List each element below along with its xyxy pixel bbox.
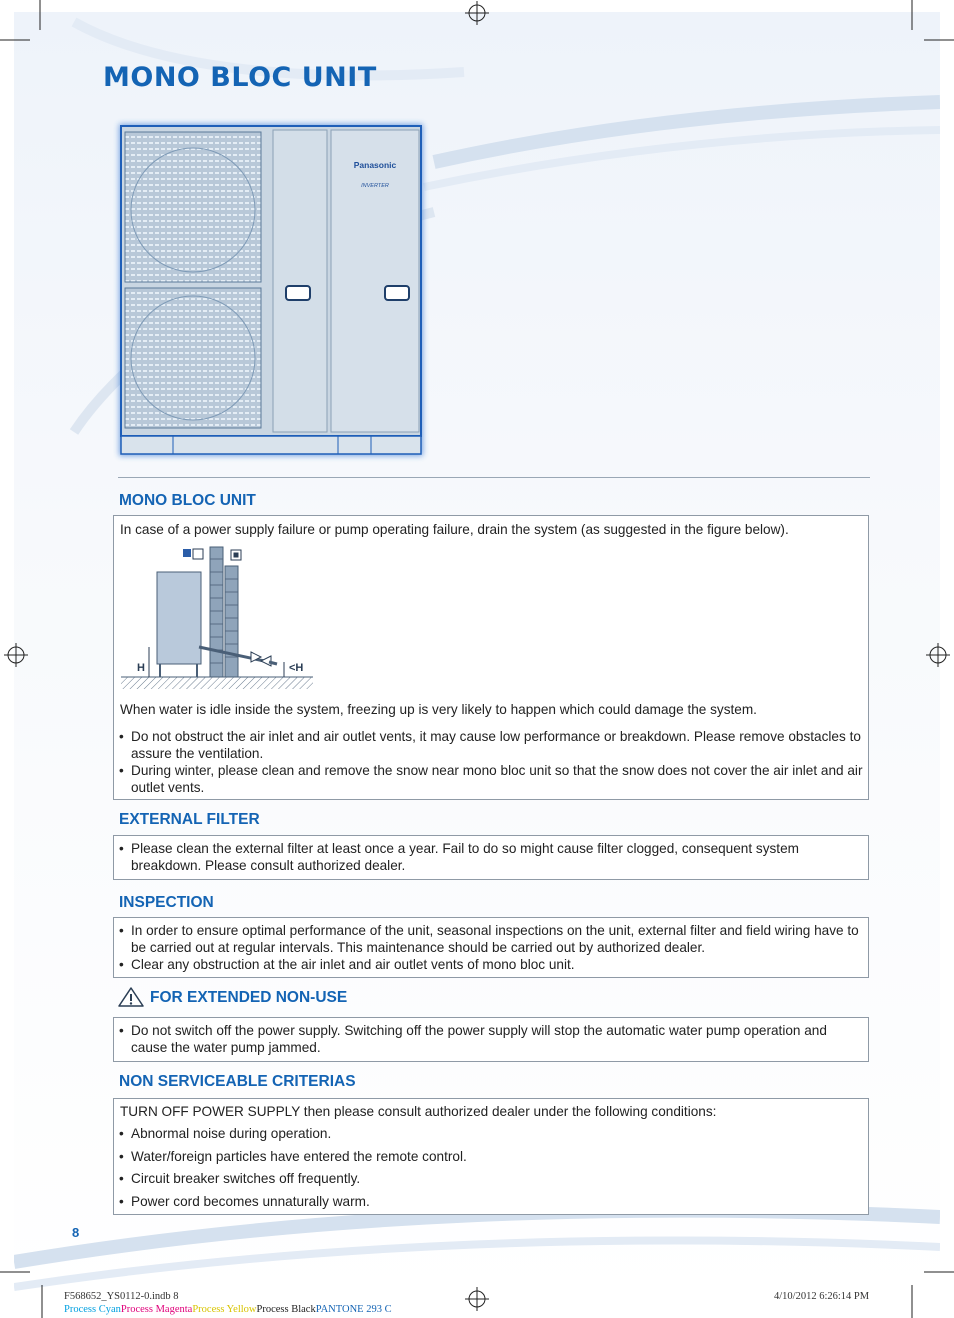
plate-yellow: Process Yellow — [192, 1304, 257, 1315]
footer-datetime: 4/10/2012 6:26:14 PM — [774, 1291, 870, 1302]
warning-icon — [117, 986, 145, 1008]
inspection-box — [113, 917, 869, 978]
list-item: • Please clean the external filter at least once a year. Fail to do so might cause filter clogged, consequent system breakdown. Please consult authorized dealer. — [114, 840, 834, 874]
mono-bloc-idle-note: When water is idle inside the system, freezing up is very likely to happen which could damage the system. — [120, 702, 757, 717]
page-title: MONO BLOC UNIT — [103, 62, 377, 93]
divider-line — [118, 477, 870, 478]
plate-black: Process Black — [256, 1304, 316, 1315]
mono-bloc-intro: In case of a power supply failure or pump operating failure, drain the system (as suggested in the figure below). — [120, 522, 789, 537]
drain-diagram — [119, 544, 324, 694]
section-heading-external-filter: EXTERNAL FILTER — [119, 811, 260, 828]
list-item: • Circuit breaker switches off frequently. — [114, 1170, 866, 1187]
mono-bloc-box — [113, 515, 869, 800]
list-item: • During winter, please clean and remove the snow near mono bloc unit so that the snow does not cover the air inlet and air outlet vents. — [114, 762, 866, 796]
footer-file-name: F568652_YS0112-0.indb 8 — [64, 1291, 179, 1302]
section-heading-mono-bloc: MONO BLOC UNIT — [119, 492, 256, 509]
external-filter-box — [113, 835, 869, 880]
list-item: • Abnormal noise during operation. — [114, 1125, 866, 1142]
footer-color-plates — [64, 1304, 392, 1315]
list-item: • Water/foreign particles have entered the remote control. — [114, 1148, 866, 1165]
non-serviceable-box — [113, 1098, 869, 1215]
page-number: 8 — [72, 1225, 80, 1240]
non-serviceable-intro: TURN OFF POWER SUPPLY then please consult authorized dealer under the following conditions: — [120, 1104, 717, 1119]
unit-brand-label: Panasonic — [353, 160, 397, 170]
list-item: • Power cord becomes unnaturally warm. — [114, 1193, 866, 1210]
mono-bloc-unit-illustration — [113, 118, 429, 463]
section-heading-inspection: INSPECTION — [119, 894, 214, 911]
list-item: • Do not switch off the power supply. Switching off the power supply will stop the automatic water pump operation and cause the water pump jammed. — [114, 1022, 866, 1056]
plate-pantone: PANTONE 293 C — [315, 1304, 392, 1315]
diagram-label-h: H — [137, 662, 145, 674]
section-heading-non-serviceable: NON SERVICEABLE CRITERIAS — [119, 1073, 356, 1090]
list-item: • Do not obstruct the air inlet and air outlet vents, it may cause low performance or breakdown. Please remove obstacles to assure the ventilation. — [114, 728, 866, 762]
list-item: • Clear any obstruction at the air inlet and air outlet vents of mono bloc unit. — [114, 956, 866, 973]
extended-non-use-box — [113, 1017, 869, 1062]
plate-cyan: Process Cyan — [64, 1304, 121, 1315]
unit-inverter-badge: INVERTER — [361, 183, 389, 189]
list-item: • In order to ensure optimal performance of the unit, seasonal inspections on the unit, external filter and field wiring have to be carried out at regular intervals. This maintenance should be carried out by authorized dealer. — [114, 922, 866, 956]
section-heading-extended-non-use: FOR EXTENDED NON-USE — [150, 989, 348, 1006]
diagram-label-lt-h: <H — [289, 662, 304, 674]
plate-magenta: Process Magenta — [120, 1304, 193, 1315]
